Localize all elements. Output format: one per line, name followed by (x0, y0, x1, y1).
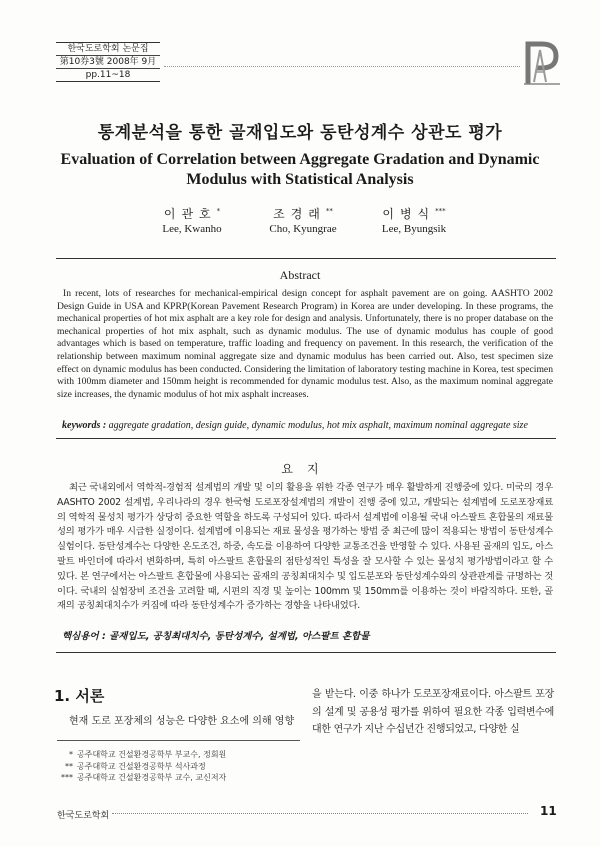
author-1-name-en: Lee, Kwanho (162, 223, 222, 235)
author-2-name-en: Cho, Kyungrae (269, 223, 337, 235)
journal-info-box (56, 42, 160, 82)
author-affiliation-footnotes (57, 749, 226, 784)
footnote-1 (57, 749, 226, 761)
footnote-rule (57, 740, 300, 741)
author-2-mark: ** (325, 207, 333, 215)
footer-dotted-rule (112, 813, 528, 814)
footnote-3-text: 공주대학교 건설환경공학부 교수, 교신저자 (77, 773, 227, 782)
section-1-right-column-text: 을 받는다. 이중 하나가 도로포장재료이다. 아스팔트 포장의 설계 및 공용성 평가를 위하여 필요한 각종 입력변수에 대한 연구가 지난 수십년간 진행되었고, 다양한 실 (312, 689, 554, 735)
footnote-2-text: 공주대학교 건설환경공학부 석사과정 (77, 761, 206, 771)
keywords-text: aggregate gradation, design guide, dynamic modulus, hot mix asphalt, maximum nominal aggregate size (108, 420, 528, 431)
footnote-3-mark: *** (61, 773, 73, 782)
footnote-2-mark: ** (65, 761, 73, 771)
author-2-name-ko: 조경래 (273, 207, 326, 221)
korean-keywords-bottom-rule (56, 652, 556, 653)
header-dotted-rule (164, 66, 520, 67)
author-2 (243, 205, 363, 235)
page-number: 11 (540, 804, 557, 818)
author-1 (132, 205, 252, 235)
keywords-line (62, 420, 528, 431)
journal-name: 한국도로학회 논문집 (56, 42, 160, 56)
footnote-3 (57, 772, 226, 784)
author-3 (354, 205, 474, 235)
footnote-1-text: 공주대학교 건설환경공학부 부교수, 정회원 (77, 750, 227, 759)
korean-abstract-heading: 요지 (281, 462, 333, 476)
abstract-text: In recent, lots of researches for mechanical-empirical design concept for asphalt pavement are on going. AASHTO 2002 Design Guide in USA and KPRP(Korean Pavement Research Program) in Korea are under developing. In these programs, the mechanical properties of hot mix asphalt are a key role for design and analysis. Unfortunately, there is no proper database on the mechanical properties of hot mix asphalt, such as dynamic modulus. The use of dynamic modulus has couple of good advantages which is based on temperature, traffic loading and frequency on pavement. In this research, the verification of the relationship between maximum nominal aggregate size and dynamic modulus has been carried out. Also, test specimen size effect on dynamic modulus has been conducted. Considering the limitation of laboratory testing machine in Korea, test specimen with 100mm diameter and 150mm height is recommended for dynamic modulus test. Also, as the maximum nominal aggregate size increases, the dynamic modulus of hot mix asphalt increases. (57, 288, 553, 400)
section-1-heading: 1. 서론 (54, 687, 105, 705)
korean-keywords-line: 핵심용어 : 골재입도, 공칭최대치수, 동탄성계수, 설계법, 아스팔트 혼합물 (62, 631, 370, 642)
paper-title-english: Evaluation of Correlation between Aggregate Gradation and Dynamic Modulus with Statistical Analysis (60, 151, 540, 188)
journal-pages: pp.11~18 (56, 69, 160, 82)
author-3-name-ko: 이병식 (382, 207, 436, 221)
section-1-left-column-text: 현재 도로 포장체의 성능은 다양한 요소에 의해 영향 (69, 716, 295, 727)
korean-abstract-text: 최근 국내외에서 역학적-경험적 설계법의 개발 및 이의 활용을 위한 각종 연구가 매우 활발하게 진행중에 있다. 미국의 경우 AASHTO 2002 설계법, 우리나라의 경우 한국형 도로포장설계법의 개발이 진행 중에 있고, 개발되는 설계법에 도로포장재료의 역학적 물성치 평가가 상당히 중요한 역할을 하도록 구성되어 있다. 따라서 설계법에 이용될 국내 아스팔트 혼합물의 재료물성의 평가가 매우 시급한 실정이다. 설계법에 이용되는 재료 물성을 평가하는 방법 중 최근에 많이 적용되는 방법이 동탄성계수 실험이다. 동탄성계수는 다양한 온도조건, 하중, 속도를 이용하여 다양한 교통조건을 반영할 수 있다. 사용된 골재의 입도, 아스팔트 바인더에 따라서 변화하며, 특히 아스팔트 혼합물의 점탄성적인 특성을 잘 모사할 수 있는 물성치 평가방법이라고 할 수 있다. 본 연구에서는 아스팔트 혼합물에 사용되는 골재의 공칭최대치수 및 입도분포와 동탄성계수와의 상관관계를 규명하는 것이다. 국내의 실험장비 조건을 고려할 때, 시편의 직경 및 높이는 100mm 및 150mm를 이용하는 것이 바람직하다. 또한, 골재의 공칭최대치수가 커짐에 따라 동탄성계수가 증가하는 경향을 나타내었다. (57, 482, 553, 612)
abstract-top-rule (56, 258, 556, 259)
abstract-heading: Abstract (279, 268, 321, 282)
footnote-2 (57, 761, 226, 773)
keywords-label: keywords : (62, 420, 107, 431)
author-3-name-en: Lee, Byungsik (381, 223, 447, 235)
author-3-mark: *** (435, 207, 446, 215)
journal-logo-icon (520, 38, 564, 86)
keywords-bottom-rule (56, 438, 556, 439)
author-1-mark: * (216, 207, 221, 215)
footnote-1-mark: * (69, 750, 73, 759)
paper-title-korean: 통계분석을 통한 골재입도와 동탄성계수 상관도 평가 (97, 123, 503, 143)
footer-organization: 한국도로학회 (57, 811, 110, 821)
journal-volume: 第10券3號 2008年 9月 (56, 56, 160, 69)
author-1-name-ko: 이관호 (163, 207, 217, 221)
